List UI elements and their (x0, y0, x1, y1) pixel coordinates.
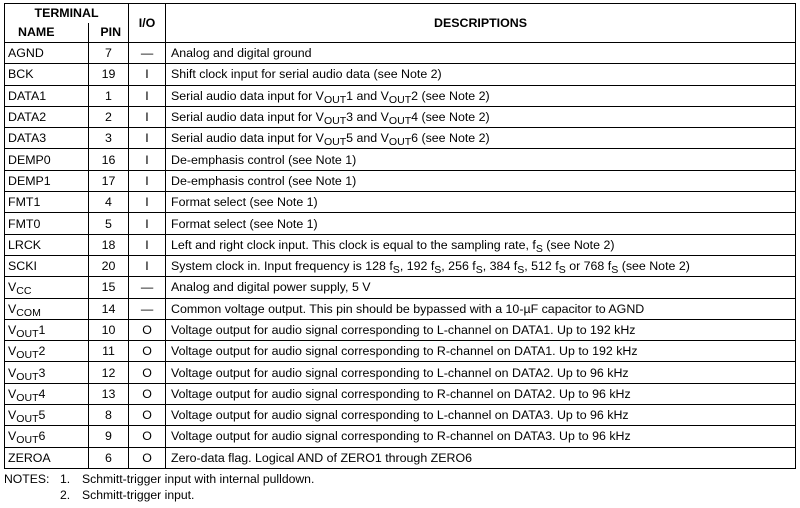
pin-number-cell: 3 (89, 128, 129, 149)
header-row-top (5, 4, 796, 24)
pin-number-cell: 15 (89, 277, 129, 298)
table-row (5, 447, 796, 468)
pin-description-cell: Analog and digital power supply, 5 V (166, 277, 796, 298)
table-row (5, 128, 796, 149)
pin-description-cell: De-emphasis control (see Note 1) (166, 170, 796, 191)
pin-description-cell: Common voltage output. This pin should be bypassed with a 10-µF capacitor to AGND (166, 298, 796, 319)
pin-number-cell: 7 (89, 43, 129, 64)
pin-description-cell: Voltage output for audio signal corresponding to R-channel on DATA3. Up to 96 kHz (166, 426, 796, 447)
pin-description-cell: Format select (see Note 1) (166, 192, 796, 213)
pin-name-cell: SCKI (5, 255, 89, 276)
pin-description-cell: Serial audio data input for $V_{OUT}3$ and $V_{OUT}4$ (see Note 2) (166, 106, 796, 127)
pin-name-cell: LRCK (5, 234, 89, 255)
pin-number-cell: 6 (89, 447, 129, 468)
table-row (5, 149, 796, 170)
pin-io-cell: O (129, 319, 166, 340)
pin-io-cell: — (129, 298, 166, 319)
pin-io-cell: O (129, 362, 166, 383)
table-row (5, 426, 796, 447)
pin-number-cell: 8 (89, 405, 129, 426)
pin-description-cell: Left and right clock input. This clock is equal to the sampling rate, $f_S$ (see Note 2) (166, 234, 796, 255)
pin-table-container (4, 3, 796, 504)
table-row (5, 298, 796, 319)
pin-number-cell: 11 (89, 341, 129, 362)
pin-number-cell: 19 (89, 64, 129, 85)
table-row (5, 85, 796, 106)
pin-io-cell: I (129, 64, 166, 85)
pin-io-cell: O (129, 341, 166, 362)
pin-name-cell: FMT0 (5, 213, 89, 234)
table-row (5, 383, 796, 404)
pin-io-cell: I (129, 255, 166, 276)
pin-io-cell: I (129, 213, 166, 234)
pin-name-cell: $V_{OUT}1$ (5, 319, 89, 340)
pin-number-cell: 1 (89, 85, 129, 106)
pin-io-cell: I (129, 128, 166, 149)
pin-number-cell: 14 (89, 298, 129, 319)
pin-name-cell: $V_{COM}$ (5, 298, 89, 319)
pin-header: PIN (89, 23, 129, 43)
terminal-functions-table (4, 3, 796, 469)
pin-io-cell: O (129, 383, 166, 404)
pin-name-cell: DEMP1 (5, 170, 89, 191)
pin-description-cell: Shift clock input for serial audio data (see Note 2) (166, 64, 796, 85)
pin-description-cell: Voltage output for audio signal corresponding to L-channel on DATA3. Up to 96 kHz (166, 405, 796, 426)
pin-number-cell: 12 (89, 362, 129, 383)
pin-name-cell: ZEROA (5, 447, 89, 468)
descriptions-header: DESCRIPTIONS (166, 4, 796, 43)
table-row (5, 106, 796, 127)
pin-number-cell: 4 (89, 192, 129, 213)
table-body (5, 43, 796, 469)
pin-number-cell: 16 (89, 149, 129, 170)
table-row (5, 277, 796, 298)
pin-name-cell: $V_{CC}$ (5, 277, 89, 298)
pin-name-cell: DATA2 (5, 106, 89, 127)
pin-name-cell: $V_{OUT}4$ (5, 383, 89, 404)
table-row (5, 43, 796, 64)
pin-name-cell: DEMP0 (5, 149, 89, 170)
pin-number-cell: 18 (89, 234, 129, 255)
pin-number-cell: 5 (89, 213, 129, 234)
table-row (5, 213, 796, 234)
table-row (5, 255, 796, 276)
table-row (5, 64, 796, 85)
pin-io-cell: I (129, 234, 166, 255)
pin-description-cell: De-emphasis control (see Note 1) (166, 149, 796, 170)
pin-number-cell: 17 (89, 170, 129, 191)
pin-number-cell: 9 (89, 426, 129, 447)
io-header: I/O (129, 4, 166, 43)
note-text: Schmitt-trigger input with internal pulldown. (82, 471, 315, 486)
pin-description-cell: Zero-data flag. Logical AND of ZERO1 through ZERO6 (166, 447, 796, 468)
pin-name-cell: AGND (5, 43, 89, 64)
pin-description-cell: Voltage output for audio signal corresponding to R-channel on DATA2. Up to 96 kHz (166, 383, 796, 404)
pin-number-cell: 20 (89, 255, 129, 276)
pin-io-cell: I (129, 106, 166, 127)
pin-number-cell: 10 (89, 319, 129, 340)
table-row (5, 362, 796, 383)
pin-name-cell: $V_{OUT}5$ (5, 405, 89, 426)
pin-io-cell: I (129, 149, 166, 170)
note-number: 1. (60, 471, 71, 486)
pin-description-cell: Voltage output for audio signal corresponding to R-channel on DATA1. Up to 192 kHz (166, 341, 796, 362)
name-header: NAME (5, 23, 89, 43)
pin-number-cell: 13 (89, 383, 129, 404)
table-row (5, 405, 796, 426)
pin-name-cell: $V_{OUT}6$ (5, 426, 89, 447)
table-row (5, 170, 796, 191)
pin-description-cell: Voltage output for audio signal corresponding to L-channel on DATA1. Up to 192 kHz (166, 319, 796, 340)
pin-name-cell: FMT1 (5, 192, 89, 213)
note-item (4, 471, 796, 488)
note-text: Schmitt-trigger input. (82, 488, 195, 503)
pin-io-cell: I (129, 85, 166, 106)
pin-description-cell: Voltage output for audio signal corresponding to L-channel on DATA2. Up to 96 kHz (166, 362, 796, 383)
pin-io-cell: O (129, 426, 166, 447)
notes-section (4, 471, 796, 504)
pin-name-cell: BCK (5, 64, 89, 85)
pin-description-cell: Format select (see Note 1) (166, 213, 796, 234)
pin-description-cell: Serial audio data input for $V_{OUT}1$ and $V_{OUT}2$ (see Note 2) (166, 85, 796, 106)
pin-name-cell: DATA3 (5, 128, 89, 149)
pin-io-cell: — (129, 43, 166, 64)
pin-name-cell: $V_{OUT}2$ (5, 341, 89, 362)
table-row (5, 192, 796, 213)
pin-name-cell: $V_{OUT}3$ (5, 362, 89, 383)
pin-io-cell: O (129, 447, 166, 468)
pin-description-cell: System clock in. Input frequency is 128 $f_S$, 192 $f_S$, 256 $f_S$, 384 $f_S$, 512 $f_S$ or 768 $f_S$ (see Note 2) (166, 255, 796, 276)
terminal-header: TERMINAL (5, 4, 129, 24)
pin-io-cell: O (129, 405, 166, 426)
pin-description-cell: Analog and digital ground (166, 43, 796, 64)
pin-name-cell: DATA1 (5, 85, 89, 106)
note-item (4, 487, 796, 504)
pin-io-cell: I (129, 192, 166, 213)
pin-number-cell: 2 (89, 106, 129, 127)
pin-description-cell: Serial audio data input for $V_{OUT}5$ and $V_{OUT}6$ (see Note 2) (166, 128, 796, 149)
table-row (5, 319, 796, 340)
table-row (5, 341, 796, 362)
table-row (5, 234, 796, 255)
pin-io-cell: I (129, 170, 166, 191)
note-number: 2. (60, 488, 71, 503)
pin-io-cell: — (129, 277, 166, 298)
notes-label: NOTES: (4, 471, 50, 486)
